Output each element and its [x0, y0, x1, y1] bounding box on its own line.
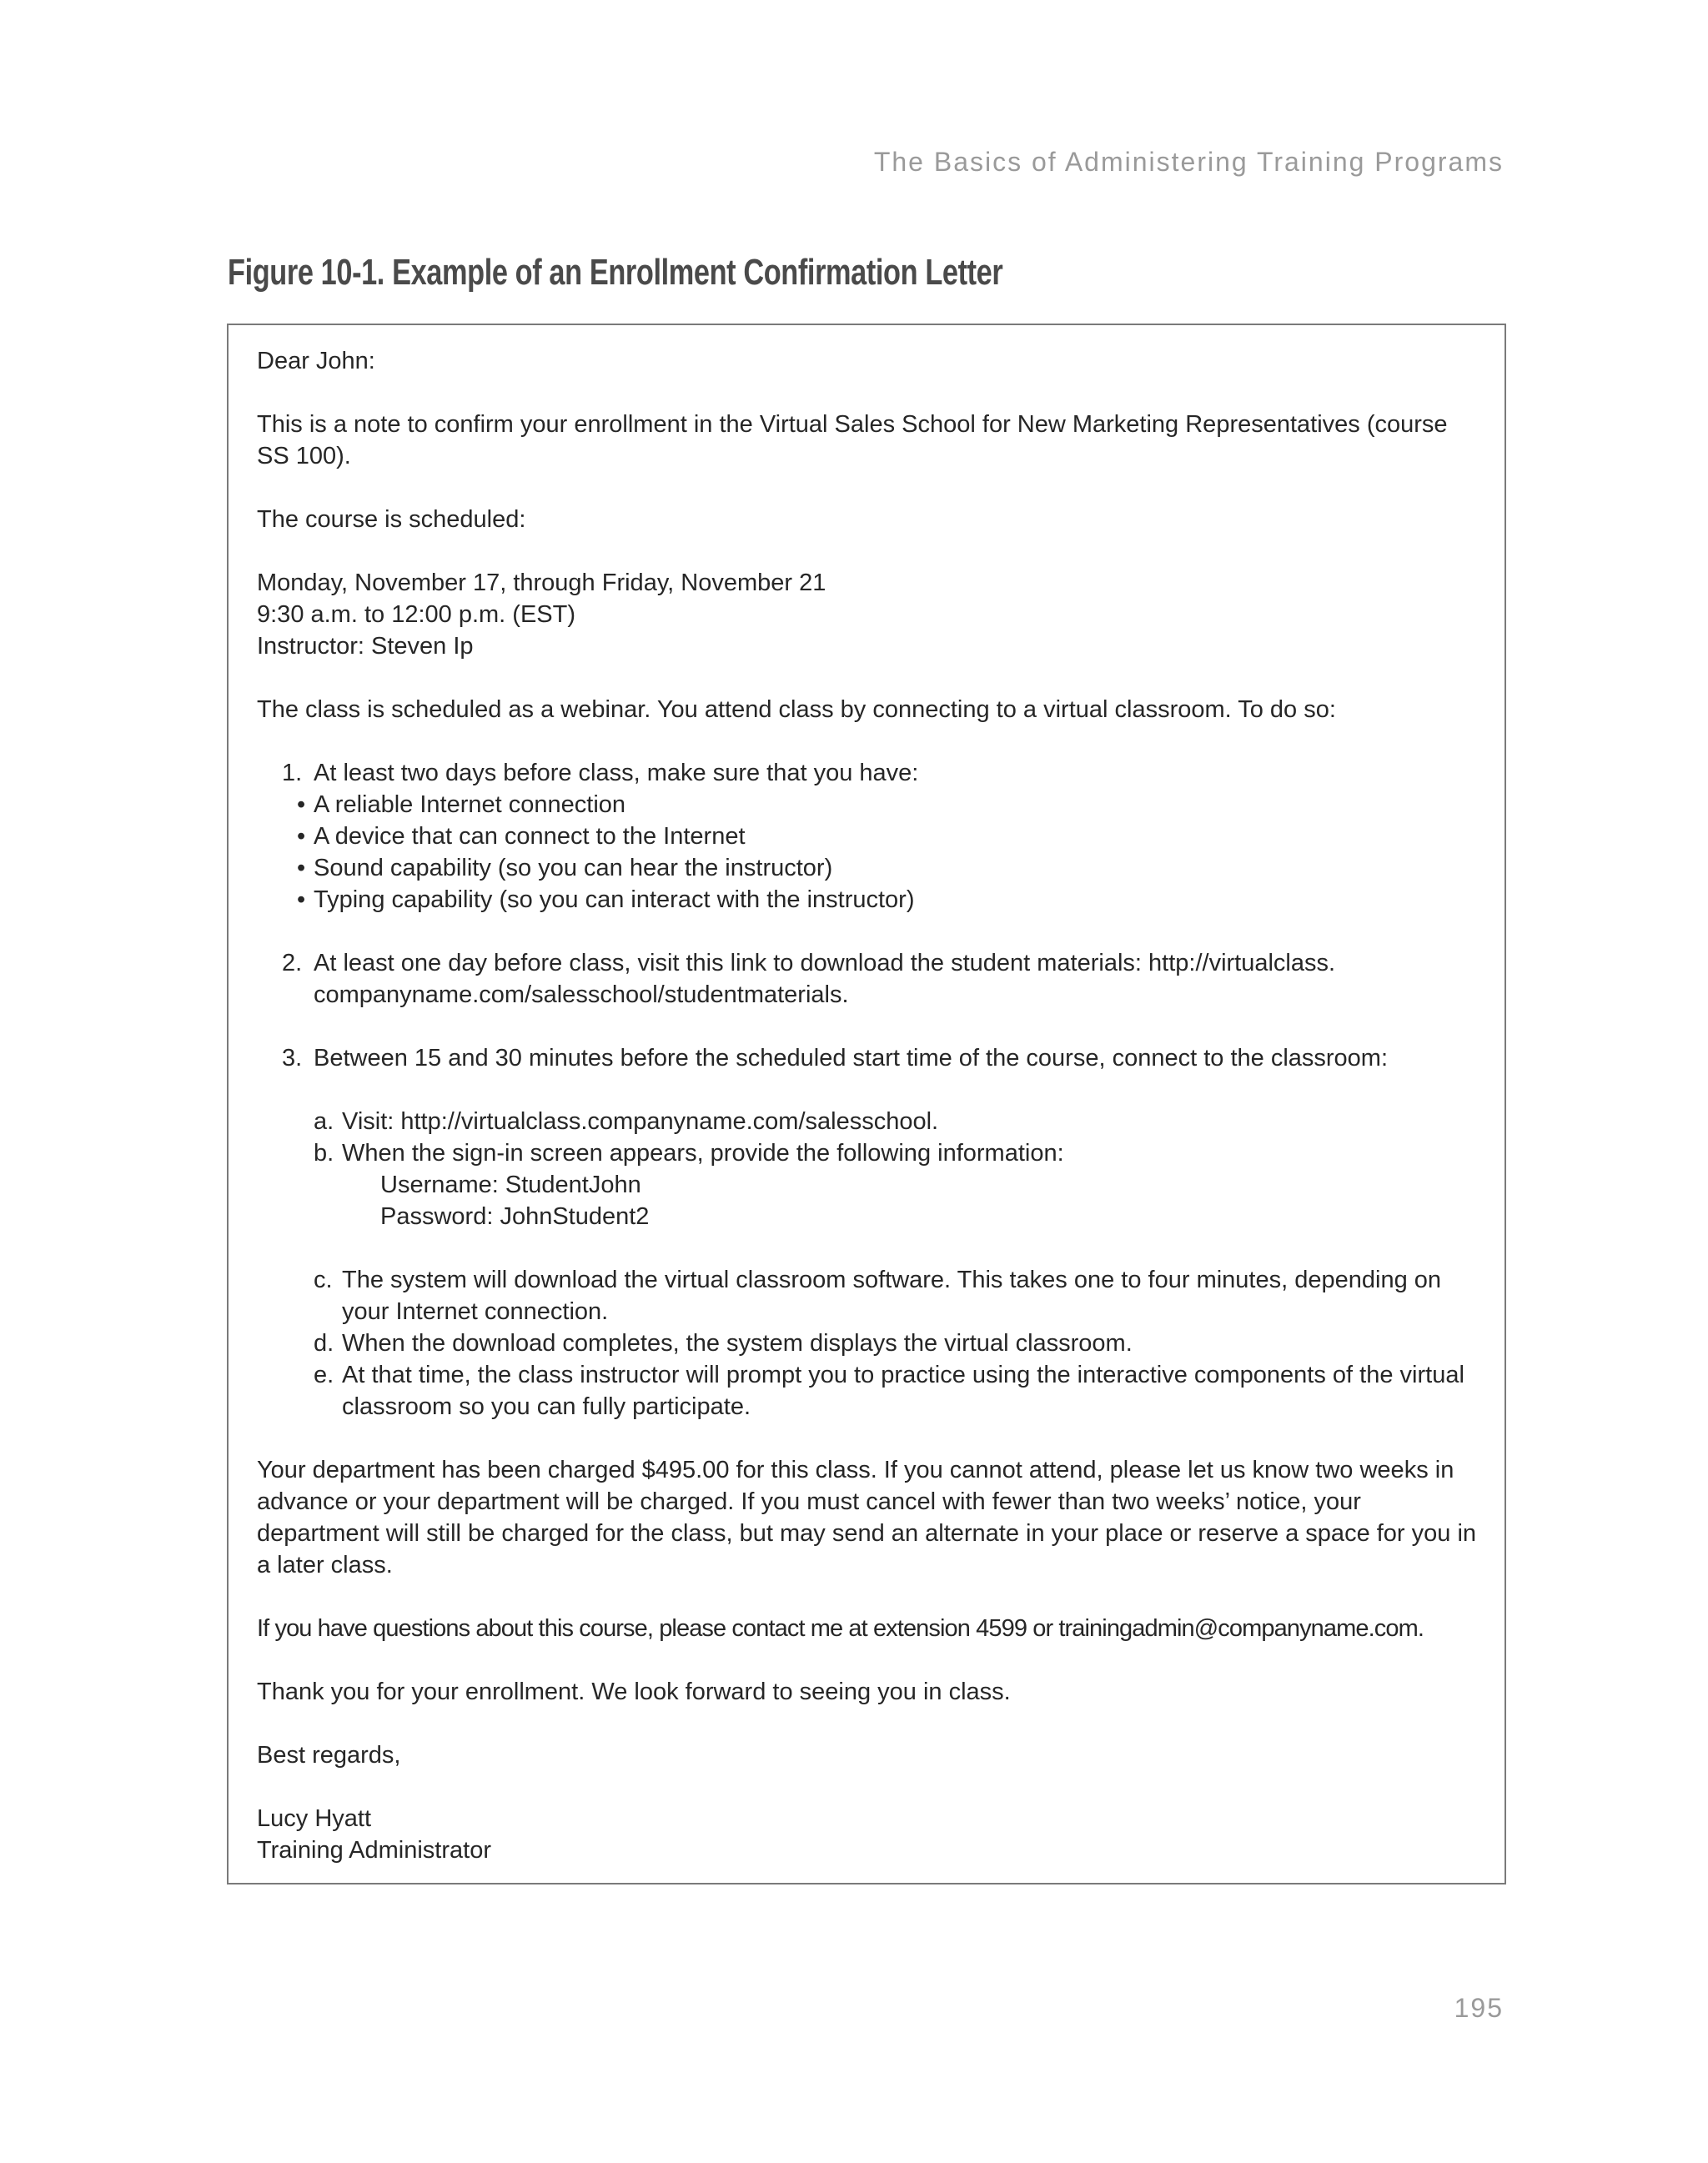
step-1: [257, 757, 1479, 789]
step-3-marker: 3.: [282, 1045, 303, 1071]
step-3e-marker: e.: [314, 1362, 334, 1388]
charges-paragraph: Your department has been charged $495.00 for this class. If you cannot attend, please let us know two weeks in advance or your department will be charged. If you must cancel with fewer than two weeks’ notice, your department will still be charged for the class, but may send an alternate in your place or reserve a space for you in a later class.: [257, 1457, 1477, 1578]
bullet-dot-icon: •: [297, 886, 306, 913]
scheduled-intro: The course is scheduled:: [257, 506, 526, 533]
username-line: Username: StudentJohn: [380, 1172, 641, 1198]
schedule-instructor: Instructor: Steven Ip: [257, 633, 474, 660]
step-1-text: At least two days before class, make sure that you have:: [314, 760, 919, 786]
step-3: [257, 1042, 1479, 1074]
bullet-item: [257, 884, 1479, 916]
signer-title: Training Administrator: [257, 1837, 491, 1864]
bullet-item: [257, 789, 1479, 821]
step-3d: [257, 1327, 1479, 1359]
bullet-text: Typing capability (so you can interact with the instructor): [314, 886, 915, 913]
page-number: 195: [1454, 1993, 1504, 2023]
webinar-note: The class is scheduled as a webinar. You attend class by connecting to a virtual classroom. To do so:: [257, 696, 1336, 723]
signer-name: Lucy Hyatt: [257, 1805, 371, 1832]
thanks-paragraph: Thank you for your enrollment. We look forward to seeing you in class.: [257, 1679, 1011, 1705]
schedule-dates: Monday, November 17, through Friday, November 21: [257, 570, 826, 596]
step-3c-text: The system will download the virtual classroom software. This takes one to four minutes, depending on your Internet connection.: [342, 1267, 1442, 1325]
bullet-dot-icon: •: [297, 823, 306, 850]
step-3b: [257, 1137, 1479, 1169]
step-3e-text: At that time, the class instructor will prompt you to practice using the interactive components of the virtual classroom so you can fully participate.: [342, 1362, 1464, 1420]
step-2: [257, 947, 1479, 1011]
step-3b-marker: b.: [314, 1140, 334, 1167]
step-3a-marker: a.: [314, 1108, 334, 1135]
password-line: Password: JohnStudent2: [380, 1203, 650, 1230]
bullet-item: [257, 821, 1479, 852]
bullet-dot-icon: •: [297, 791, 306, 818]
letter-box: [227, 324, 1506, 1884]
step-3b-text: When the sign-in screen appears, provide the following information:: [342, 1140, 1064, 1167]
step-3e: [257, 1359, 1479, 1423]
bullet-text: A reliable Internet connection: [314, 791, 626, 818]
letter-body: [257, 345, 1479, 1866]
schedule-time: 9:30 a.m. to 12:00 p.m. (EST): [257, 601, 575, 628]
step-1-marker: 1.: [282, 760, 303, 786]
contact-paragraph: If you have questions about this course, please contact me at extension 4599 or trainingadmin@companyname.com.: [257, 1615, 1424, 1642]
step-3-text: Between 15 and 30 minutes before the scheduled start time of the course, connect to the classroom:: [314, 1045, 1389, 1071]
step-3d-marker: d.: [314, 1330, 334, 1357]
intro-paragraph: This is a note to confirm your enrollment in the Virtual Sales School for New Marketing Representatives (course SS 100).: [257, 411, 1448, 469]
bullet-item: [257, 852, 1479, 884]
step-2-marker: 2.: [282, 950, 303, 976]
salutation: Dear John:: [257, 348, 375, 374]
running-header: The Basics of Administering Training Programs: [873, 147, 1504, 177]
step-3d-text: When the download completes, the system displays the virtual classroom.: [342, 1330, 1133, 1357]
closing: Best regards,: [257, 1742, 401, 1769]
step-2-text: At least one day before class, visit this link to download the student materials: http://virtualclass. companyname.com/salesschool/studentmaterials.: [314, 950, 1336, 1008]
figure-title: Figure 10-1. Example of an Enrollment Confirmation Letter: [228, 252, 1003, 293]
step-3c-marker: c.: [314, 1267, 333, 1293]
bullet-text: A device that can connect to the Internet: [314, 823, 746, 850]
bullet-text: Sound capability (so you can hear the instructor): [314, 855, 833, 881]
bullet-dot-icon: •: [297, 855, 306, 881]
step-3a-text: Visit: http://virtualclass.companyname.com/salesschool.: [342, 1108, 939, 1135]
step-3a: [257, 1106, 1479, 1137]
step-3c: [257, 1264, 1479, 1327]
